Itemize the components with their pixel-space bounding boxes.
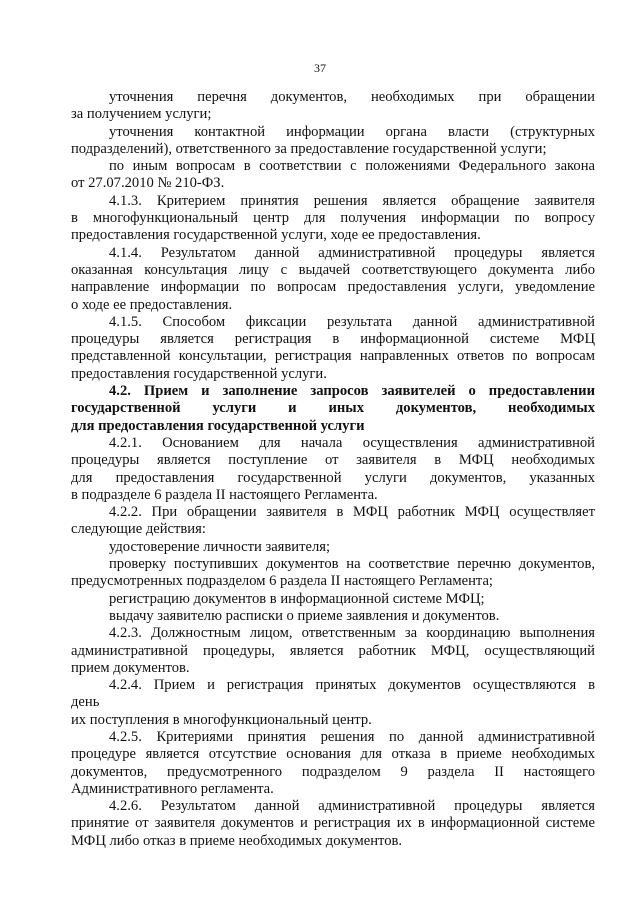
text-line: 4.1.4. Результатом данной административной процедуры является bbox=[109, 244, 595, 261]
text-line: принятие от заявителя документов и регистрация их в информационной системе bbox=[71, 815, 595, 832]
text-line: 4.1.3. Критерием принятия решения является обращение заявителя bbox=[109, 192, 595, 209]
text-line: 4.2.1. Основанием для начала осуществления административной bbox=[109, 434, 595, 451]
text-line: направление информации по вопросам предоставления услуги, уведомление bbox=[71, 279, 595, 296]
text-line: прием документов. bbox=[71, 659, 190, 676]
text-line: процедуры является регистрация в информационной системе МФЦ bbox=[71, 331, 595, 348]
text-line: в подразделе 6 раздела II настоящего Регламента. bbox=[71, 486, 378, 503]
text-line: о ходе ее предоставления. bbox=[71, 296, 233, 313]
text-line: по иным вопросам в соответствии с положениями Федерального закона bbox=[109, 158, 595, 175]
text-line: проверку поступивших документов на соответствие перечню документов, bbox=[109, 556, 595, 573]
text-line: МФЦ либо отказ в приеме необходимых документов. bbox=[71, 832, 403, 849]
section-heading-line: 4.2. Прием и заполнение запросов заявителей о предоставлении bbox=[109, 383, 595, 400]
text-line: день bbox=[71, 694, 100, 711]
text-line: процедуры является поступление от заявителя в МФЦ необходимых bbox=[71, 452, 595, 469]
page-number: 37 bbox=[314, 61, 326, 75]
text-line: 4.2.3. Должностным лицом, ответственным за координацию выполнения bbox=[109, 625, 595, 642]
text-line: в многофункциональный центр для получения информации по вопросу bbox=[71, 210, 595, 227]
text-line: предоставления государственной услуги, ходе ее предоставления. bbox=[71, 227, 481, 244]
text-line: следующие действия: bbox=[71, 521, 206, 538]
text-line: 4.2.4. Прием и регистрация принятых документов осуществляются в bbox=[109, 677, 595, 694]
text-line: 4.2.2. При обращении заявителя в МФЦ работник МФЦ осуществляет bbox=[109, 504, 595, 521]
text-line: для предоставления государственной услуги документов, указанных bbox=[71, 469, 595, 486]
text-line: их поступления в многофункциональный центр. bbox=[71, 711, 372, 728]
text-line: 4.2.5. Критериями принятия решения по данной административной bbox=[109, 728, 595, 745]
text-line: административной процедуры, является работник МФЦ, осуществляющий bbox=[71, 642, 595, 659]
section-heading-line: для предоставления государственной услуги bbox=[71, 417, 365, 434]
text-line: 4.1.5. Способом фиксации результата данной административной bbox=[109, 313, 595, 330]
text-line: процедуре является отсутствие основания для отказа в приеме необходимых bbox=[71, 746, 595, 763]
text-line: Административного регламента. bbox=[71, 780, 274, 797]
text-line: оказанная консультация лицу с выдачей соответствующего документа либо bbox=[71, 261, 595, 278]
document-body bbox=[71, 89, 595, 850]
text-line: от 27.07.2010 № 210-ФЗ. bbox=[71, 175, 225, 192]
text-line: регистрацию документов в информационной системе МФЦ; bbox=[109, 590, 485, 607]
text-line: за получением услуги; bbox=[71, 106, 212, 123]
text-line: предоставления государственной услуги. bbox=[71, 365, 327, 382]
section-heading-line: государственной услуги и иных документов, необходимых bbox=[71, 400, 595, 417]
text-line: уточнения контактной информации органа власти (структурных bbox=[109, 123, 595, 140]
text-line: документов, предусмотренного подразделом 9 раздела II настоящего bbox=[71, 763, 595, 780]
text-line: предусмотренных подразделом 6 раздела II настоящего Регламента; bbox=[71, 573, 493, 590]
text-line: выдачу заявителю расписки о приеме заявления и документов. bbox=[109, 607, 500, 624]
text-line: подразделений), ответственного за предоставление государственной услуги; bbox=[71, 140, 547, 157]
text-line: уточнения перечня документов, необходимых при обращении bbox=[109, 89, 595, 105]
text-line: 4.2.6. Результатом данной административной процедуры является bbox=[109, 798, 595, 815]
text-line: представленной консультации, регистрация направленных ответов по вопросам bbox=[71, 348, 595, 365]
text-line: удостоверение личности заявителя; bbox=[109, 538, 331, 555]
